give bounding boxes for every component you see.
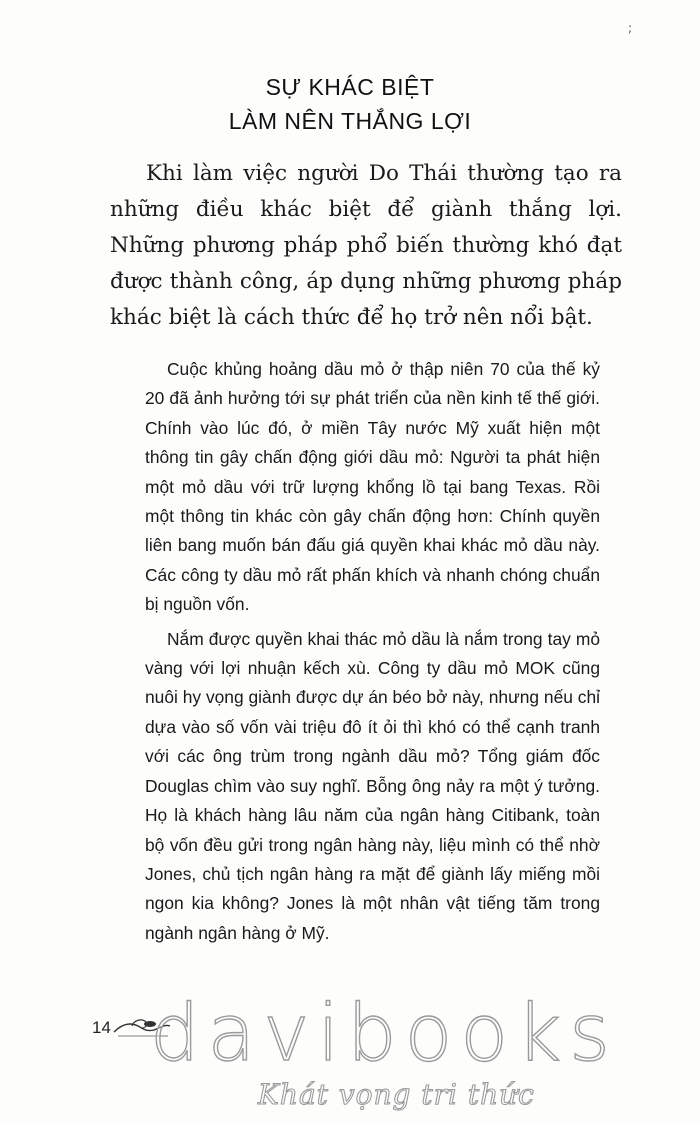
- watermark-slogan: Khát vọng tri thức: [258, 1078, 535, 1111]
- corner-mark: ;: [628, 21, 633, 35]
- body-paragraph-1: Cuộc khủng hoảng dầu mỏ ở thập niên 70 của thế kỷ 20 đã ảnh hưởng tới sự phát triển của nền kinh tế thế giới. Chính vào lúc đó, ở miền Tây nước Mỹ xuất hiện một thông tin gây chấn động giới dầu mỏ: Người ta phát hiện một mỏ dầu với trữ lượng khổng lồ tại bang Texas. Rồi một thông tin khác còn gây chấn động hơn: Chính quyền liên bang muốn bán đấu giá quyền khai khác mỏ dầu này. Các công ty dầu mỏ rất phấn khích và nhanh chóng chuẩn bị nguồn vốn.: [145, 359, 600, 615]
- body-paragraph-2: Nắm được quyền khai thác mỏ dầu là nắm trong tay mỏ vàng với lợi nhuận kếch xù. Công ty dầu mỏ MOK cũng nuôi hy vọng giành được dự án béo bở này, nhưng nếu chỉ dựa vào số vốn vài triệu đô ít ỏi thì khó có thể cạnh tranh với các ông trùm trong ngành dầu mỏ? Tổng giám đốc Douglas chìm vào suy nghĩ. Bỗng ông nảy ra một ý tưởng. Họ là khách hàng lâu năm của ngân hàng Citibank, toàn bộ vốn đều gửi trong ngân hàng này, liệu mình có thể nhờ Jones, chủ tịch ngân hàng ra mặt để giành lấy miếng mồi ngon kia không? Jones là một nhân vật tiếng tăm trong ngành ngân hàng ở Mỹ.: [145, 628, 600, 943]
- watermark-brand: davibooks: [150, 989, 618, 1079]
- chapter-intro: [110, 156, 622, 336]
- chapter-title: [0, 70, 700, 138]
- page-number: 14: [92, 1018, 111, 1037]
- chapter-title-line-1: SỰ KHÁC BIỆT: [265, 74, 435, 100]
- chapter-title-line-2: LÀM NÊN THẮNG LỢI: [228, 108, 472, 134]
- chapter-body: [145, 355, 600, 953]
- intro-paragraph: Khi làm việc người Do Thái thường tạo ra những điều khác biệt để giành thắng lợi. Những phương pháp phổ biến thường khó đạt được thành công, áp dụng những phương pháp khác biệt là cách thức để họ trở nên nổi bật.: [110, 161, 622, 330]
- watermark: [150, 990, 690, 1120]
